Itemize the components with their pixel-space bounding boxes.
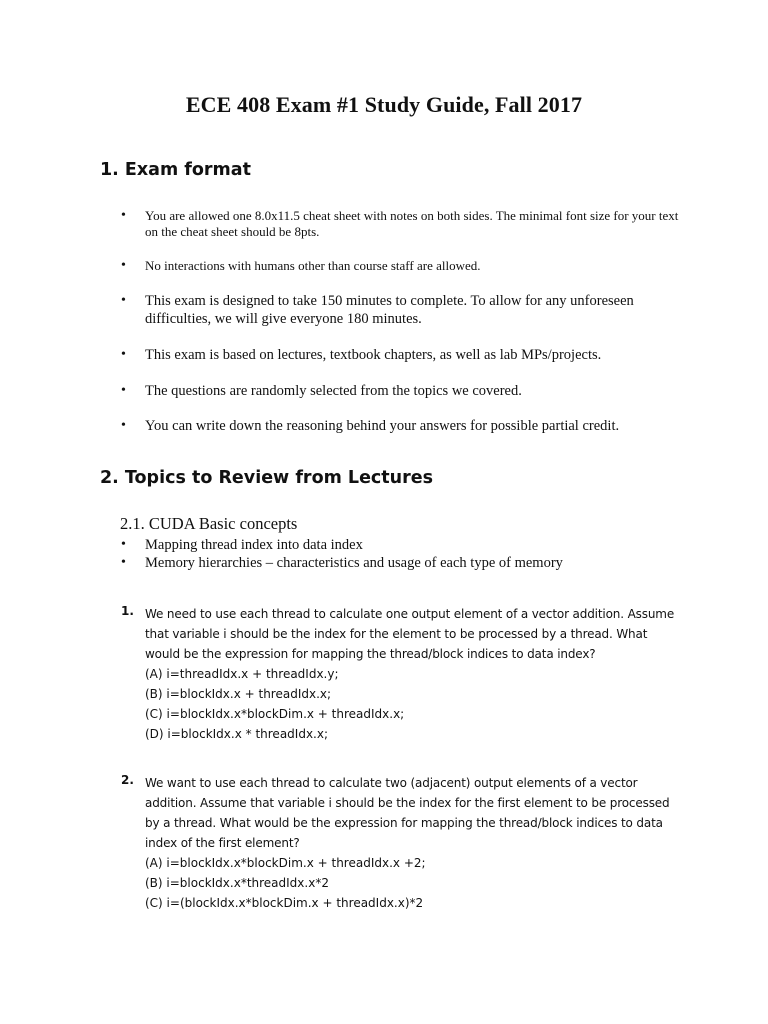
list-item: • Memory hierarchies – characteristics and usage of each type of memory — [121, 554, 681, 572]
subsection-heading-cuda: 2.1. CUDA Basic concepts — [120, 514, 298, 533]
question-stem: We need to use each thread to calculate one output element of a vector addition. Assume that variable i should be the index for the element to be processed by a thread. What would be the expression for mapping the thread/block indices to data index? — [145, 607, 675, 661]
exam-format-list — [121, 208, 681, 240]
list-item: • No interactions with humans other than course staff are allowed. — [121, 258, 681, 274]
exam-format-list — [121, 346, 681, 364]
exam-format-list — [121, 258, 681, 274]
list-item: • The questions are randomly selected from the topics we covered. — [121, 382, 681, 400]
list-item: • This exam is based on lectures, textbook chapters, as well as lab MPs/projects. — [121, 346, 681, 364]
question-2 — [121, 773, 681, 913]
question-number: 1. — [121, 604, 134, 618]
exam-format-list — [121, 417, 681, 435]
answer-option-d: (D) i=blockIdx.x * threadIdx.x; — [145, 727, 328, 741]
section-heading-topics: 2. Topics to Review from Lectures — [100, 468, 434, 488]
list-item: • Mapping thread index into data index — [121, 536, 681, 554]
section-heading-exam-format: 1. Exam format — [100, 160, 251, 180]
question-number: 2. — [121, 773, 134, 787]
question-stem: We want to use each thread to calculate two (adjacent) output elements of a vector addition. Assume that variable i should be the index for the first element to be processed by a thread. What would be the expression for mapping the thread/block indices to data index of the first element? — [145, 776, 670, 850]
answer-option-b: (B) i=blockIdx.x*threadIdx.x*2 — [145, 876, 329, 890]
list-item: • You are allowed one 8.0x11.5 cheat sheet with notes on both sides. The minimal font size for your text on the cheat sheet should be 8pts. — [121, 208, 681, 240]
answer-option-b: (B) i=blockIdx.x + threadIdx.x; — [145, 687, 332, 701]
answer-option-c: (C) i=(blockIdx.x*blockDim.x + threadIdx.x)*2 — [145, 896, 424, 910]
question-options — [121, 664, 681, 744]
list-item: • You can write down the reasoning behind your answers for possible partial credit. — [121, 417, 681, 435]
answer-option-a: (A) i=threadIdx.x + threadIdx.y; — [145, 667, 339, 681]
page-title: ECE 408 Exam #1 Study Guide, Fall 2017 — [185, 92, 583, 117]
question-1 — [121, 604, 681, 744]
answer-option-a: (A) i=blockIdx.x*blockDim.x + threadIdx.x +2; — [145, 856, 426, 870]
answer-option-c: (C) i=blockIdx.x*blockDim.x + threadIdx.x; — [145, 707, 405, 721]
list-item: • This exam is designed to take 150 minutes to complete. To allow for any unforeseen difficulties, we will give everyone 180 minutes. — [121, 292, 681, 328]
exam-format-list — [121, 382, 681, 400]
question-options — [121, 853, 681, 913]
exam-format-list — [121, 292, 681, 328]
cuda-concepts-list — [121, 536, 681, 572]
